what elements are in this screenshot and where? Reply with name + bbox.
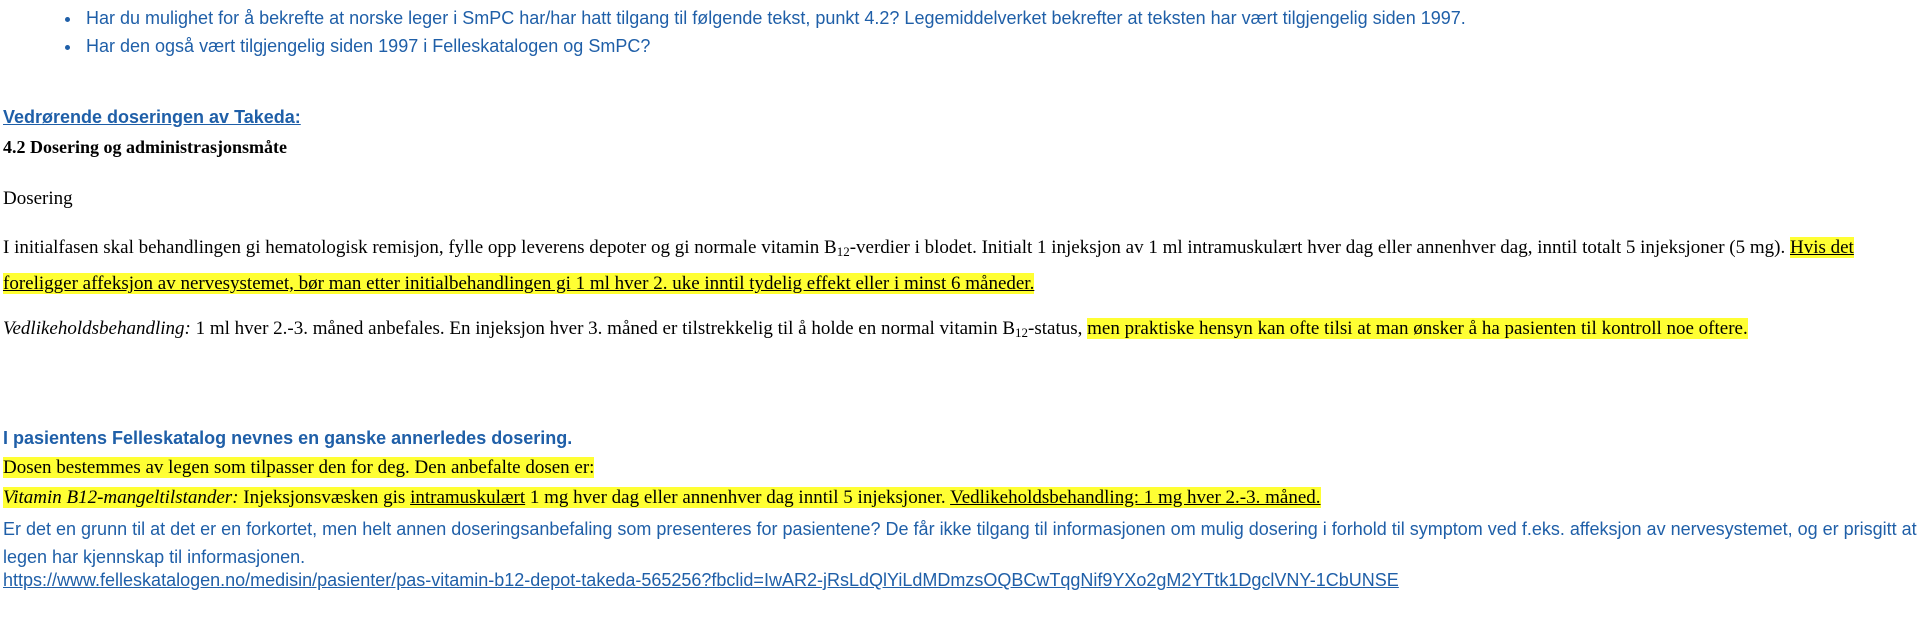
deficiency-italic: Vitamin B12-mangeltilstander: bbox=[3, 487, 239, 508]
deficiency-text-b: 1 mg hver dag eller annenhver dag inntil 5 injeksjoner. bbox=[525, 487, 951, 508]
deficiency-underline: intramuskulært bbox=[410, 487, 526, 508]
p1-highlight: Hvis det foreligger affeksjon av nervesystemet, bør man etter initialbehandlingen gi 1 ml hver 2. uke inntil tydelig effekt eller i minst 6 måneder. bbox=[3, 237, 1854, 294]
bullet-item-1: • Har du mulighet for å bekrefte at norske leger i SmPC har/har hatt tilgang til følgende tekst, punkt 4.2? Legemiddelverket bekrefter at teksten har vært tilgjengelig siden 1997. bbox=[82, 4, 1466, 32]
maintenance-paragraph bbox=[3, 313, 1915, 349]
initial-phase-paragraph bbox=[3, 232, 1915, 300]
p2-text-a: 1 ml hver 2.-3. måned anbefales. En injeksjon hver 3. måned er tilstrekkelig til å holde en normal vitamin B bbox=[190, 318, 1016, 339]
deficiency-highlight bbox=[3, 487, 1321, 508]
felleskatalogen-link[interactable]: https://www.felleskatalogen.no/medisin/pasienter/pas-vitamin-b12-depot-takeda-565256?fbclid=IwAR2-jRsLdQlYiLdMDmzsOQBCwTqgNif9YXo2gM2YTtk1DgclVNY-1CbUNSE bbox=[3, 570, 1399, 590]
p2-text-b: -status, bbox=[1028, 318, 1088, 339]
dose-intro-highlight: Dosen bestemmes av legen som tilpasser den for deg. Den anbefalte dosen er: bbox=[3, 457, 595, 478]
p2-subscript: 12 bbox=[1015, 325, 1029, 340]
p2-italic: Vedlikeholdsbehandling: bbox=[3, 318, 191, 339]
patient-question: Er det en grunn til at det er en forkortet, men helt annen doseringsanbefaling som presenteres for pasientene? De får ikke tilgang til informasjonen om mulig dosering i forhold til symptom ved f.eks. affeksjon av nervesystemet, og er prisgitt at legen har kjennskap til informasjonen. bbox=[3, 519, 1917, 567]
p2-highlight: men praktiske hensyn kan ofte tilsi at man ønsker å ha pasienten til kontroll noe oftere. bbox=[1087, 318, 1748, 339]
takeda-heading-link[interactable]: Vedrørende doseringen av Takeda: bbox=[3, 107, 301, 127]
p1-subscript: 12 bbox=[836, 244, 850, 259]
question-bullet-list bbox=[52, 4, 1466, 60]
dose-intro-line bbox=[3, 454, 594, 482]
dosering-subtitle: Dosering bbox=[3, 188, 73, 209]
deficiency-maintenance-underline: Vedlikeholdsbehandling: 1 mg hver 2.-3. måned. bbox=[950, 487, 1321, 508]
deficiency-dose-line bbox=[3, 484, 1321, 512]
patient-heading: I pasientens Felleskatalog nevnes en ganske annerledes dosering. bbox=[3, 428, 573, 448]
deficiency-text-a: Injeksjonsvæsken gis bbox=[238, 487, 411, 508]
section-title: 4.2 Dosering og administrasjonsmåte bbox=[3, 137, 287, 157]
p1-text-b: -verdier i blodet. Initialt 1 injeksjon av 1 ml intramuskulært hver dag eller annenhver dag, inntil totalt 5 injeksjoner (5 mg). bbox=[849, 237, 1790, 258]
p1-text-a: I initialfasen skal behandlingen gi hematologisk remisjon, fylle opp leverens depoter og gi normale vitamin B bbox=[3, 237, 837, 258]
bullet-item-2: • Har den også vært tilgjengelig siden 1997 i Felleskatalogen og SmPC? bbox=[82, 32, 1466, 60]
